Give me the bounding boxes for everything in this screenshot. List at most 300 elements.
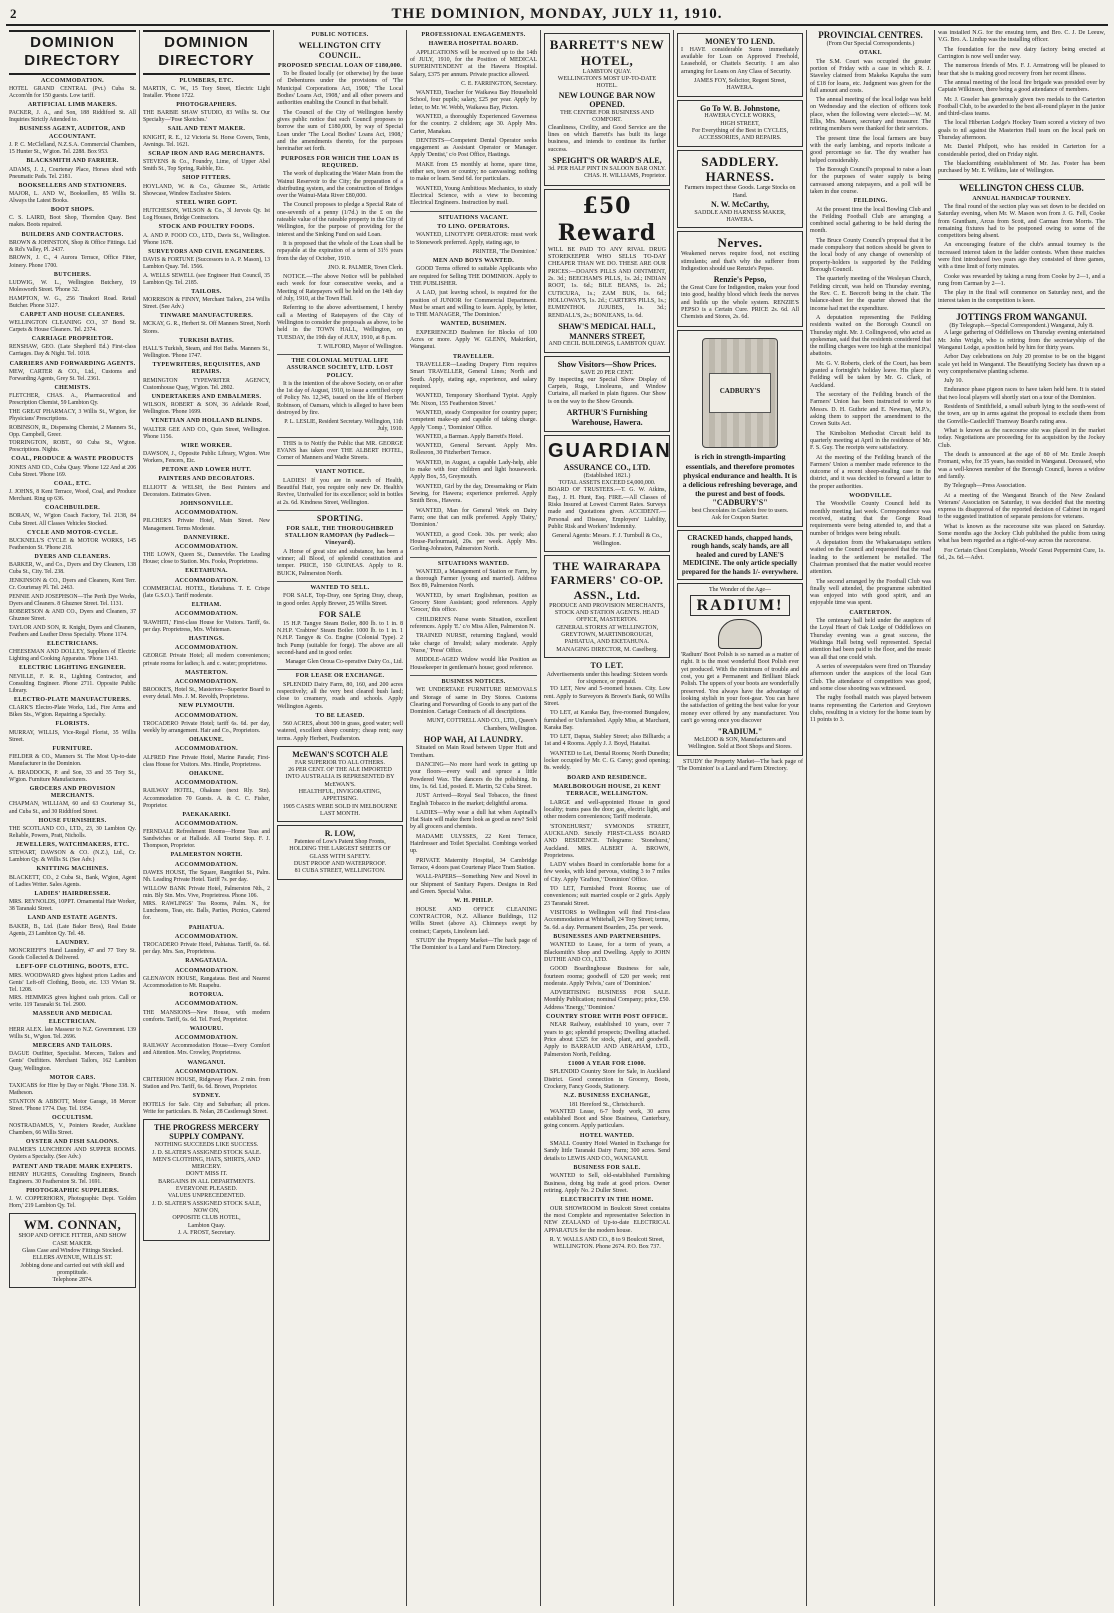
masthead-title: THE DOMINION, MONDAY, JULY 11, 1910. — [391, 6, 723, 22]
article-paragraph: WANTED, a Management of Station or Farm, by a thorough Farmer (young and married). Address Box 89, Palmerston North. — [410, 568, 537, 590]
advert-line: EVERYONE PLEASED. — [175, 1186, 238, 1193]
advert-line: Lambton Quay. — [187, 1222, 226, 1229]
article-paragraph: Cooke was rewarded by taking a rung from Cooke by 2—1, and a rung from Carman by 2—1. — [938, 273, 1105, 288]
directory-entry: BROOKE'S, Hotel St., Masterton—Superior Board to every detail. Mrs. J. M. Revolth, Proprietress. — [143, 687, 270, 701]
directory-heading: MASTERTON. — [185, 669, 228, 676]
notice-paragraph: It is the intention of the above Society, on or after the 1st day of August, 1910, to issue a certified copy of Policy No. 12,345, issued on the life of Herbert Robinson, of Oamaru, which is alleged to have been destroyed by fire. — [277, 380, 403, 417]
cocoa-tin-icon: CADBURY'S — [702, 338, 778, 448]
article-paragraph: GOOD Boardinghouse Business for sale, fourteen rooms; goodwill of £20 per week; rent moderate. Apply 'Pelvis,' care of 'Dominion.' — [544, 966, 670, 987]
section-heading: BUSINESS NOTICES. — [441, 678, 506, 685]
directory-heading: NEW PLYMOUTH. — [178, 703, 235, 710]
directory-heading: CARRIERS AND FORWARDING AGENTS. — [9, 360, 136, 367]
directory-heading: ACCOMMODATION. — [175, 967, 238, 974]
notice-paragraph: LADIES! If you are in search of Health, Beautiful Hair, you require only new Dr. Health's Revive, Unrivalled for its excellence; sold in bottles at 2s. 6d. Kindness Street, Wellington. — [277, 477, 403, 506]
article-paragraph: MAKE from £5 monthly at home, spare time, either sex, town or country; no canvassing; nothing to make or learn. Send 6d. for particulars. — [410, 161, 537, 183]
directory-heading: COAL, ETC. — [53, 480, 92, 487]
directory-heading: BUILDERS AND CONTRACTORS. — [21, 231, 124, 238]
section-heading: JOTTINGS FROM WANGANUI. — [956, 311, 1087, 322]
directory-heading: DYERS AND CLEANERS. — [34, 554, 111, 561]
directory-entry: FIELDER & CO., Manners St. The Most Up-to-date Manufacturer in the Dominion. — [9, 754, 136, 768]
section-subheading: WANTED, BUSHMEN. — [440, 321, 507, 328]
connan-advert — [9, 1213, 136, 1288]
directory-heading: PETONE AND LOWER HUTT. — [161, 467, 252, 474]
article-paragraph: Mr. G. V. Roberts, clerk of the Court, has been granted a fortnight's holiday leave. His place in Feilding will be taken by Mr. G. Clark, of Auckland. — [810, 360, 931, 389]
directory-entry: BLACKETT, CO., 2 Cuba St., Bank, W'gton, Agent of Ladies Writer. Sales Agents. — [9, 874, 136, 888]
notice-heading: FOR SALE — [318, 609, 362, 619]
signature: C. E. FARRINGTON, Secretary. — [461, 80, 537, 87]
directory-heading: COAL, PRODUCE & WASTE PRODUCTS — [11, 456, 134, 463]
notice-paragraph: SPLENDID Dairy Farm, 80, 160, and 200 acres respectively; all the very best cleared bush land; close to creamery, roads and schools. Apply Wellington Agents. — [277, 681, 403, 710]
article-paragraph: WANTED, Man for General Work on Dairy Farm; one that can milk preferred. Apply 'Dairy,' 'Dominion.' — [410, 507, 537, 529]
directory-heading: GROCERS AND PROVISION MERCHANTS. — [29, 785, 116, 800]
directory-entry: HALL'S Turkish, Steam, and Hot Baths. Manners St., Wellington. 'Phone 1747. — [143, 345, 270, 359]
directory-entry: PENNIE AND JOSEPHSON—The Perth Dye Works, Dyers and Cleaners. 8 Ghuznee Street. Tel. 1131. — [9, 593, 136, 607]
article-paragraph: DANCING—No more hard work in getting up your floors—every wall and spruce a little Powdered Wax. The dancers do the polishing. In tins, 1s. 6d. Ltd, posted. E. Martin, 52 Cuba Street. — [410, 761, 537, 790]
notice-paragraph: 560 ACRES, about 300 in grass, good water; well watered, excellent sheep country; cheap rent; easy terms. Apply Herbert, Featherston. — [277, 721, 403, 742]
directory-heading: BLACKSMITH AND FARRIER. — [26, 158, 119, 165]
notice-paragraph: A Horse of great size and substance, has been a winner; all Blood, of splendid constitution and temper. PRICE, 150 GUINEAS. Apply to R. BUICK, Palmerston North. — [277, 548, 403, 577]
directory-heading: BOOT SHOPS. — [50, 207, 95, 214]
notice-subheading: PURPOSES FOR WHICH THE LOAN IS REQUIRED. — [281, 155, 399, 169]
notice-heading: SPORTING. — [316, 514, 364, 523]
directory-entry: CHEESEMAN AND DOLLEY, Suppliers of Electric Lighting and Cooking Apparatus. 'Phone 1143. — [9, 649, 136, 663]
notice-paragraph: EXPERIENCED Bushmen for Blocks of 100 Acres or more. Apply W. GLENN, Makirikiri, Wanganui. — [410, 329, 537, 351]
directory-heading: CYCLE AND MOTOR-CYCLE. — [27, 529, 118, 536]
article-paragraph: WANTED, Temporary Shorthand Typist. Apply 'Mr. Nixon, 155 Featherston Street.' — [410, 393, 537, 407]
directory-heading: ACCOMMODATION. — [175, 780, 238, 787]
directory-entry: MRS. HEMMIGS gives highest cash prices. Call or write. 119 Taranaki St. Tel. 2900. — [9, 995, 136, 1009]
article-paragraph: ADVERTISING BUSINESS FOR SALE. Monthly Publication; nominal Company; price, £50. Address 'Energy,' 'Dominion.' — [544, 990, 670, 1011]
article-paragraph: The Bruce County Council's proposal that it be made compulsory that notices should be given to the local body of any change of ownership of property-holders is supported by the Feilding Borough Council. — [810, 237, 931, 274]
article-paragraph: TO LET, New and 5-roomed houses. City. Low rent. Apply to Surveyors & Brown's Bank, 60 Willis Street. — [544, 686, 670, 707]
directory-heading: STEEL WIRE GOPT. — [175, 199, 238, 206]
saddlery-advert: SADDLERY. HARNESS. Farmers inspect these Goods. Large Stocks on Hand. N. W. McCarthy, SADDLE AND HARNESS MAKER, HAWERA. — [677, 150, 803, 229]
directory-heading: ACCOMMODATION. — [175, 1035, 238, 1042]
directory-heading: ACCOMMODATION. — [175, 1001, 238, 1008]
notice-paragraph: Referring to the above advertisement, I hereby call a Meeting of Ratepayers of the City of Wellington to consider the proposals as above, to be held in the TOWN HALL, Wellington, on TUESDAY, the 19th day of JULY, 1910, at 8 p.m. — [277, 305, 403, 341]
notice-heading: WANTED TO SELL. — [310, 584, 370, 591]
directory-entry: WALTER GEE AND CO., Quin Street, Wellington. 'Phone 1156. — [143, 426, 270, 440]
directory-heading: OHAKUNE. — [189, 770, 224, 777]
directory-heading: PAINTERS AND DECORATORS. — [158, 476, 255, 483]
public-notices-column — [274, 30, 406, 1606]
directory-entry: PILCHER'S Private Hotel, Main Street. New Management. Terms Moderate. — [143, 518, 270, 532]
article-paragraph: Mr. J. Goseler has generously given two medals to the Carterton Football Club, to be awarded to the best all-round player in the junior and third-class teams. — [938, 96, 1105, 118]
directory-heading: LADIES' HAIRDRESSER. — [34, 890, 111, 897]
article-paragraph: A large gathering of Oddfellows on Thursday evening entertained Mr. John Wright, who is retiring from the secretaryship of the Wanganui Lodge, a position held by him for thirty years. — [938, 330, 1105, 351]
directory-entry: MRS. REYNOLDS, 10PPT. Ornamental Hair Worker, 38 Taranaki Street. — [9, 899, 136, 913]
directory-heading: TURKISH BATHS. — [179, 337, 234, 344]
directory-entry: GEORGE Private Hotel; all modern conveniences; private rooms for ladies; h. and c. water; proprietress. — [143, 653, 270, 667]
directory-entry: MCKAY, G. R., Herbert St. Off Manners Street, North Stores. — [143, 321, 270, 335]
directory-entry: MRS. RAWLINGS' Tea Rooms, Palm. N., for Luncheons, Teas, etc. Balls, Parties, Picnics, Catered for. — [143, 901, 270, 922]
directory-heading: TINWARE MANUFACTURERS. — [159, 313, 254, 320]
advert-title: THE PROGRESS MERCERY SUPPLY COMPANY. — [153, 1122, 260, 1142]
section-heading: WELLINGTON CHESS CLUB. — [959, 182, 1084, 193]
directory-entry: JENKINSON & CO., Dyers and Cleaners, Kent Terr. Cr. Courtenay Pl. Tel. 2463. — [9, 577, 136, 592]
notice-heading: TO BE LEASED. — [315, 712, 365, 719]
directory-entry: FLETCHER, CHAS. A., Pharmaceutical and Prescription Chemist, 59 Lambton Qy. — [9, 393, 136, 407]
directory-title: DOMINION DIRECTORY — [9, 30, 136, 75]
advert-line: MEN'S CLOTHING, HATS, SHIRTS, AND MERCERY. — [153, 1156, 260, 1171]
article-paragraph: A series of sweepstakes were fired on Thursday afternoon under the auspices of the local Gun Club. The attendance of competitors was good, and some close shooting was witnessed. — [810, 663, 931, 692]
directory-entry: HAMPTON, W. G., 256 Tinakori Road. Retail Butcher. Phone 3127. — [9, 295, 136, 309]
notice-paragraph: HOUSE AND OFFICE CLEANING CONTRACTOR, N.Z. Alliance Buildings, 112 Willis Street (above A). Chimneys swept by contract; Carpets, Linoleum laid. — [410, 906, 537, 935]
directory-entry: RENSHAW, GEO. (Late Shepherd Ed.) First-class Carriages. Day & Night. Tel. 1018. — [9, 344, 136, 358]
directory-entry: ADAMS, J. J., Courtenay Place, Horses shod with Pneumatic Pads. Tel. 2181. — [9, 166, 136, 180]
signature: JNO. R. PALMER, Town Clerk. — [328, 264, 403, 271]
directory-entry: DAGUE Outfitter, Specialist. Mercers, Tailors and Gents' Outfitters. Merchant Tailors, 162 Lambton Quay, Wellington. — [9, 1051, 136, 1072]
article-paragraph: TRAINED NURSE, returning England, would take charge of Invalid; salary moderate. Apply 'Nurse,' 'Press' Office. — [410, 633, 537, 654]
section-heading: SITUATIONS VACANT. — [438, 214, 509, 221]
notice-paragraph: To be floated locally (or otherwise) by the issue of Debentures under the provisions of 'The Municipal Corporations Act, 1908,' 'The Local Bodies' Loans Act, 1908,' and all other powers and authorities enabling the Council in that behalf. — [277, 71, 403, 107]
cadburys-advert: CADBURY'S is rich in strength-imparting essentials, and therefore promotes physical endurance and health. It is a delicious refreshing beverage, and the purest and best of foods. "CADBURY'S" best Chocolates in Caskets free to users. Ask for Coupon Starter. — [677, 330, 803, 526]
advert-line: BARGAINS IN ALL DEPARTMENTS. — [158, 1178, 255, 1185]
directory-entry: HOTEL GRAND CENTRAL (Pvt.) Cuba St. Accom'dn for 150 guests. Low tariff. — [9, 85, 136, 99]
notice-paragraph: NOTICE.—The above Notice will be published each week for four consecutive weeks, and a Meeting of Ratepayers will be held on the 14th day of July, 1910, at the Town Hall. — [277, 274, 403, 302]
directory-entry: BAKER, B., Ltd. (Late Baker Bros), Real Estate Agents, 23 Lambton Qy. Tel. 48. — [9, 923, 136, 937]
notice-paragraph: STUDY the Property Market—The back page of 'The Dominion' is a Land and Farm Directory. — [410, 937, 537, 952]
directory-entry: MURRAY, WILLIS, Vice-Regal Florist, 35 Willis Street. — [9, 729, 136, 743]
section-heading: SITUATIONS WANTED. — [437, 560, 510, 567]
article-paragraph: For Certain Chest Complaints, Woods' Great Peppermint Cure, 1s. 6d., 2s. 6d.—Advt. — [938, 547, 1105, 561]
section-subheading: TRAVELLER. — [452, 353, 495, 360]
directory-heading: HOUSE FURNISHERS. — [38, 817, 107, 824]
directory-entry: HOTELS for Sale. City and Suburban; all prices. Write for particulars. B. Nolan, 28 Castlereagh Street. — [143, 1101, 270, 1115]
progress-mercery-advert — [143, 1119, 270, 1242]
directory-entry: 'RAWHITI,' First-class House for Visitors. Tariff, 6s. per day. Proprietress, Mrs. Whiteman. — [143, 619, 270, 633]
article-paragraph: The present time the local farmers are busy with the early lambing, and reports indicate a good percentage so far. The dry weather has helped considerably. — [810, 135, 931, 164]
directory-entry: RAILWAY HOTEL, Ohakune (next Rly. Stn). Accommodation 70 Guests. A. & C. C. Fisher, Proprietor. — [143, 788, 270, 809]
directory-heading: DANNEVIRKE. — [183, 534, 230, 541]
directory-heading: PHOTOGRAPHERS. — [176, 102, 237, 109]
article-paragraph: Residents of Smithfield, a small suburb lying to the south-west of the town, are up in arms against the proposal to exclude them from the Gonville-Castlecliff Tramway Board's rating area. — [938, 404, 1105, 425]
article-paragraph: The annual meeting of the local lodge was held on Wednesday and the election of officers took place, when the following were elected:—W. M. Ellis, Mrs. Mason, secretary and treasurer. The retiring members were thanked for their services. — [810, 97, 931, 133]
directory-entry: WILSON, ROBERT & SON, 36 Adelaide Road, Wellington. 'Phone 1699. — [143, 402, 270, 416]
article-paragraph: The Borough Council's proposal to raise a loan for the purposes of water supply is being canvassed among ratepayers, and a poll will be taken in due course. — [810, 166, 931, 195]
article-paragraph: The blacksmithing establishment of Mr. Jas. Foster has been purchased by Mr. E. Wilkins, late of Wellington. — [938, 161, 1105, 175]
town-heading: CARTERTON. — [849, 609, 892, 616]
section-subheading: BUSINESS FOR SALE. — [573, 1165, 641, 1172]
directory-heading: FURNITURE. — [52, 745, 93, 752]
section-subheading: ELECTRICITY IN THE HOME. — [560, 1197, 654, 1204]
notice-paragraph: The Council of the City of Wellington hereby gives public notice that such Council proposes to borrow the sum of £180,000, by way of Special Loan under 'The Local Bodies' Loans Act, 1908,' and the amendments thereto, for the purposes hereinafter set forth. — [277, 109, 403, 153]
article-paragraph: WANTED, General Servant. Apply Mrs. Rollesron, 30 Fitzherbert Terrace. — [410, 443, 537, 457]
directory-entry: MAJOR, L. AND W., Booksellers, 85 Willis St. Always the Latest Books. — [9, 190, 136, 205]
directory-entry: TROCADERO Private Hotel; tariff 6s. 6d. per day, weekly by arrangement. Hair and Co., Proprietors. — [143, 720, 270, 735]
directory-entry: NOSTRADAMUS, V., Pointers Reader, Aucklane Chambers, 66 Willis Street. — [9, 1122, 136, 1137]
article-paragraph: The second arranged by the Football Club was finally well attended, the programme submitted was enjoyed into with good spirit, and an enjoyable time was spent. — [810, 578, 931, 607]
mcewans-ale-advert: McEWAN'S SCOTCH ALE FAR SUPERIOR TO ALL OTHERS. 26 PER CENT. OF THE ALE IMPORTED INTO AUSTRALIA IS REPRESENTED BY McEWAN'S. HEALTHFUL, INVIGORATING, APPETISING. 1905 CASES WERE SOLD IN MELBOURNE LAST MONTH. — [277, 746, 403, 822]
directory-heading: JEWELLERS, WATCHMAKERS, ETC. — [15, 842, 130, 849]
directory-entry: WELLINGTON CLEANING CO., 37 Bond St. Carpets & House Cleaners. Tel. 2374. — [9, 319, 136, 334]
notice-paragraph: WANTED, LINOTYPE OPERATOR: must work to Stonework preferred. Apply, stating age, to — [410, 232, 537, 246]
directory-entry: FERNDALE Refreshment Rooms—Home Teas and Sandwiches or at Hallside. All Tourist Stop. F. J. Thompson, Proprietor. — [143, 829, 270, 850]
directory-heading: LEFT-OFF CLOTHING, BOOTS, ETC. — [16, 964, 129, 971]
advert-line: ELLERS AVENUE, WILLIS ST. — [32, 1255, 113, 1262]
signature: Manager Glen Oroua Co-operative Dairy Co., Ltd. — [285, 659, 403, 666]
article-paragraph: WANTED to Lease, for a term of years, a Blacksmith's Shop and Dwelling. Apply to JOHN DUTHIE AND CO., LTD. — [544, 942, 670, 963]
directory-entry: TROCADERO Private Hotel, Pahiatua. Tariff, 6s. 6d. per day. Mrs. Sax, Proprietress. — [143, 942, 270, 956]
article-paragraph: What is known as the racecourse site was placed on Saturday. Some months ago the Jockey Club published the public from using what has been regarded as a right-of-way across the racecourse. — [938, 523, 1105, 545]
notice-paragraph: A LAD, just leaving school, is required for the position of JUNIOR for Commercial Department. Must be smart and willing to learn. Apply, by letter, to THE MANAGER, 'The Dominion.' — [410, 290, 537, 319]
notice-heading: FOR LEASE OR EXCHANGE. — [295, 673, 385, 680]
article-paragraph: The local Hiberian Lodge's Hockey Team scored a victory of two goals to nil against the Masterton Hall team on the local park on Thursday afternoon. — [938, 120, 1105, 142]
signature: P. L. LESLIE, Resident Secretary. Wellington, 11th July, 1910. — [284, 419, 403, 433]
notice-heading: VIANT NOTICE. — [315, 469, 365, 476]
directory-entry: J. JOHNS, 8 Kent Terrace, Wood, Coal, and Produce Merchant. Ring up 636. — [9, 489, 136, 503]
directory-heading: SURVEYORS AND CIVIL ENGINEERS. — [148, 248, 265, 255]
wairarapa-farmers-advert: THE WAIRARAPA FARMERS' CO-OP. ASSN., Ltd. PRODUCE AND PROVISION MERCHANTS, STOCK AND STATION AGENTS. HEAD OFFICE, MASTERTON. GENERAL STORES AT WELLINGTON, GREYTOWN, MARTINBOROUGH, PAHIATUA, AND EKETAHUNA. MANAGING DIRECTOR, M. Caselberg. — [544, 555, 670, 658]
directory-entry: BARKER, W., and Co., Dyers and Dry Cleaners, 138 Cuba St., City. Tel. 238. — [9, 562, 136, 576]
advert-line: J. D. SLATER'S ASSIGNED STOCK SALE, NOW ON, — [152, 1200, 261, 1215]
directory-heading: ACCOMMODATION. — [41, 77, 104, 84]
page-number: 2 — [10, 6, 17, 21]
directory-entry: COMMERCIAL HOTEL, Eketahuna. T. E. Crispe (late G.S.O.). Tariff moderate. — [143, 585, 270, 600]
notice-paragraph: GOOD Terms offered to suitable Applicants who are required for Selling THE DOMINION. Apply to THE PUBLISHER. — [410, 266, 537, 287]
directory-heading: SYDNEY. — [192, 1093, 221, 1100]
notice-heading: THE COLONIAL MUTUAL LIFE ASSURANCE SOCIETY, LTD. LOST POLICY. — [286, 357, 394, 379]
directory-entry: THE GREAT PHARMACY, 3 Willis St., W'gton, for Physicians' Prescriptions. — [9, 408, 136, 422]
directory-heading: ARTIFICIAL LIMB MAKERS. — [27, 102, 118, 109]
directory-entry: PALMER'S LUNCHEON AND SUPPER ROOMS. Oysters a Specialty. (See Adv.) — [9, 1147, 136, 1161]
directory-heading: PAHIATUA. — [188, 924, 225, 931]
directory-heading: SAIL AND TENT MAKER. — [167, 126, 246, 133]
advert-line: Glass Case and Window Fittings Stocked. — [22, 1247, 123, 1254]
directory-heading: OYSTER AND FISH SALOONS. — [25, 1139, 120, 1146]
directory-entry: ROBINSON, R., Dispensing Chemist, 2 Manners St., Opp. Campbell, Greer. — [9, 424, 136, 438]
directory-heading: ROTORUA. — [189, 992, 224, 999]
article-paragraph: Mr. Daniel Philpott, who has resided in Carterton for a considerable period, died on Friday night. — [938, 144, 1105, 158]
article-paragraph: WANTED, a thoroughly Experienced Governess for the country. 2 children; age 30. Apply Mrs. Carter, Manakau. — [410, 113, 537, 135]
article-paragraph: By Telegraph—Press Association. — [944, 483, 1026, 490]
directory-entry: MONCRIEFF'S Hand Laundry, 47 and 77 Tory St. Goods Collected & Delivered. — [9, 948, 136, 962]
directory-entry: A. AND P. FOOD CO., LTD., Davis St., Wellington. 'Phone 1678. — [143, 232, 270, 246]
provincial-centres-column: PROVINCIAL CENTRES. (From Our Special Correspondents.) OTAKI. The S.M. Court was occupied the greater portion of Friday with a case in which R. J. Staveley claimed from Makeka Kapuha the sum of £18 for loans, etc. Judgment was given for the full amount and costs. The annual meeting of the local lodge was held on Wednesday and the election of officers took place, when the following were elected:—W. M. Ellis, Mrs. Mason, secretary and treasurer. The retiring members were thanked for their services. The present time the local farmers are busy with the early lambing, and reports indicate a good percentage so far. The dry weather has helped considerably. The Borough Council's proposal to raise a loan for the purposes of water supply is being canvassed among ratepayers, and a poll will be taken in due course. FEILDING. At the present time the local Bowling Club and the Feilding Football Club are arranging a combined social gathering to be held during the month. The Bruce County Council's proposal that it be made compulsory that notices should be given to the local body of any change of ownership of property-holders is supported by the Feilding Borough Council. The quarterly meeting of the Wesleyan Church, Feilding circuit, was held on Thursday evening, the Rev. C. E. Beecroft being in the chair. The balance-sheet for the quarter showed that the income had met the expenditure. A deputation representing the Feilding residents waited on the Borough Council on Thursday night. Mr. J. Collingwood, who acted as spokesman, said that the residents considered that the milling charges were too high at the municipal abattoirs. Mr. G. V. Roberts, clerk of the Court, has been granted a fortnight's holiday leave. His place in Feilding will be taken by Mr. G. Clark, of Auckland. The secretary of the Feilding branch of the Farmers' Union has been instructed to write to Messrs. D. H. Guthrie and E. Newman, M.P.'s, asking them to support the amendment to the Crown Suits Act. The Kimbolton Methodist Circuit held its quarterly meeting at April in the residence of Mr. F. S. Guy. The receipts were satisfactory. At the meeting of the Feilding branch of the Farmers' Union a member made reference to the outcome of a recent sheep-stealing case in the district, and it was decided to forward a letter to the proper authorities. WOODVILLE. The Woodville County Council held its monthly meeting last week. Correspondence was received, stating that the Gorge Road requirements were being attended to, and that a number of bridges were being rebuilt. A deputation from the Whakaruatapu settlers waited on the Council and requested that the road leading to the settlement be metalled. The Chairman promised that the matter would receive attention. The second arranged by the Football Club was finally well attended, the programme submitted was enjoyed into with good spirit, and an enjoyable time was spent. CARTERTON. The centenary ball held under the auspices of the Loyal Heart of Oak Lodge of Oddfellows on Thursday evening was a great success, the Waihinga Hall being well represented. Special attention had been paid to the floor, and the music was all that one could wish. A series of sweepstakes were fired on Thursday afternoon under the auspices of the local Gun Club. The attendance of competitors was good, and some close shooting was witnessed. The rugby football match was played between teams representing the Carterton and Greytown clubs, resulting in a victory for the home team by 11 points to 3. — [810, 30, 931, 724]
section-subheading: HOTEL WANTED. — [579, 1132, 635, 1139]
directory-heading: SHOP FITTERS. — [182, 175, 231, 182]
directory-heading: ACCOMMODATION. — [175, 712, 238, 719]
article-paragraph: The rugby football match was played between teams representing the Carterton and Greytown clubs, resulting in a victory for the home team by 11 points to 3. — [810, 695, 931, 724]
section-heading: BOARD AND RESIDENCE. — [567, 774, 647, 781]
section-heading: TO LET. — [590, 660, 624, 670]
article-paragraph: A deputation from the Whakaruatapu settlers waited on the Council and requested that the road leading to the settlement be metalled. The Chairman promised that the matter would receive attention. — [810, 539, 931, 576]
notice-paragraph: THIS is to Notify the Public that MR. GEORGE EVANS has taken over THE ALBERT HOTEL, Corner of Manners and Wadie Streets. — [277, 440, 403, 462]
town-heading: OTAKI. — [859, 50, 882, 57]
article-paragraph: At the present time the local Bowling Club and the Feilding Football Club are arranging a combined social gathering to be held during the month. — [810, 206, 931, 235]
directory-entry: TORRINGTON, ROBT., 60 Cuba St., W'gton. Prescriptions. Nights. — [9, 440, 136, 454]
directory-entry: A. BRADDOCK, P. and Son, 33 and 35 Tory St., W'gton. Furniture Manufacturers. — [9, 769, 136, 783]
directory-heading: FLORISTS. — [55, 721, 90, 728]
directory-heading: BUTCHERS. — [53, 271, 92, 278]
section-heading: PROFESSIONAL ENGAGEMENTS. — [421, 32, 526, 38]
directory-entry: MORRISON & FINNY, Merchant Tailors, 214 Willis Street. (See Adv.) — [143, 297, 270, 311]
directory-heading: LAUNDRY. — [55, 939, 90, 946]
signature: T. WILFORD, Mayor of Wellington. — [317, 343, 403, 350]
advert-line: DON'T MISS IT. — [185, 1171, 228, 1178]
directory-entry: BUCKNELL'S CYCLE & MOTOR WORKS, 145 Featherston St. 'Phone 218. — [9, 537, 136, 551]
directory-heading: PALMERSTON NORTH. — [170, 852, 243, 859]
section-heading: PUBLIC NOTICES. — [311, 32, 369, 38]
directory-heading: TAILORS. — [191, 288, 222, 295]
directory-entry: CHAPMAN, WILLIAM, 60 and 63 Courtenay St., and Cuba St., and 30 Riddiford Street. — [9, 801, 136, 815]
directory-heading: COACHBUILDER. — [44, 505, 101, 512]
advert-name: WM. CONNAN, — [23, 1217, 122, 1233]
article-paragraph: The play in the final will commence on Saturday next, and the interest taken in the competition is keen. — [938, 290, 1105, 304]
directory-heading: JOHNSONVILLE. — [179, 500, 234, 507]
directory-entry: HENRY HUGHES, Consulting Engineers, Branch Engineers. 30 Featherston St. Tel. 1691. — [9, 1171, 136, 1185]
article-paragraph: VISITORS to Wellington will find First-class Accommodation at Whitehall, 24 Tory Street; terms, 5s. 6d. a day. Permanent Boarders, 25s. per week. — [544, 910, 670, 931]
notice-paragraph: The Council proposes to pledge a Special Rate of one-seventh of a penny (1/7d.) in the £ on the rateable value of the rateable property in the City of Wellington, for the purpose of providing for the interest and the Sinking Fund on said Loan. — [277, 202, 403, 238]
article-paragraph: At a meeting of the Wanganui Branch of the New Zealand Veterans' Association on Saturday, it was decided that the meeting express its disapproval of the reported decision of Cabinet in regard to the suggested institution of separate pensions for veterans. — [938, 492, 1105, 521]
directory-heading: MERCERS AND TAILORS. — [32, 1043, 113, 1050]
notice-paragraph: APPLICATIONS will be received up to the 14th of JULY, 1910, for the Position of MEDICAL SUPERINTENDENT at the Hawera Hospital. Salary, £375 per annum. Private practice allowed. — [410, 49, 537, 78]
article-paragraph: MADAME ULYSSES, 22 Kent Terrace, Hairdresser and Toilet Specialist. Combings worked up. — [410, 833, 537, 855]
article-paragraph: PRIVATE Maternity Hospital, 34 Cambridge Terrace, 4 doors past Courtenay Place Tram Station. — [410, 857, 537, 871]
directory-entry: WILLOW BANK Private Hotel, Palmerston Nth., 2 min. Bly Stn. Mrs. Vive, Proprietress. Phone 106. — [143, 885, 270, 899]
article-paragraph: An encouraging feature of the club's annual tourney is the increased interest taken in the ladder contests. When these matches were first introduced two years ago they consisted of three games, with a time limit of forty minutes. — [938, 242, 1105, 271]
article-paragraph: TO LET, at Karaka Bay, five-roomed Bungalow, furnished or Unfurnished. Apply Miss, at Marchant, Karaka Bay. — [544, 710, 670, 731]
directory-heading: ACCOMMODATION. — [175, 577, 238, 584]
directory-entry: LUDWIG, W. L., Wellington Butchery, 19 Molesworth Street. 'Phone 32. — [9, 279, 136, 293]
directory-sections — [9, 78, 136, 1211]
section-subheading: W. H. PHILP. — [454, 898, 493, 905]
article-paragraph: WANTED, a good Cook. 30s. per week; also House-Parlourmaid, 20s. per week. Apply Mrs. Gorling-Johnston, Palmerston North. — [410, 531, 537, 553]
directory-heading: ACCOMMODATION. — [175, 746, 238, 753]
article-paragraph: LADIES—Why wear a dull hat when Aspinall's Hat Stain will make them look as good as new? Sold by all grocers and chemists. — [410, 809, 537, 831]
directory-heading: BUSINESS AGENT, AUDITOR, AND ACCOUNTANT. — [19, 126, 126, 140]
advert-line: Telephone 2874. — [52, 1277, 93, 1284]
advert-line: SHOP AND OFFICE FITTER, AND SHOW CASE MAKER. — [18, 1233, 127, 1247]
directory-heading: ACCOMMODATION. — [175, 543, 238, 550]
directory-entry: BROWN, J. C., 4 Aurora Terrace, Office Fitter, Joinery. Phone 1700. — [9, 255, 136, 269]
notice-paragraph: WE UNDERTAKE FURNITURE REMOVALS and Storage of same in Dry Stores. Customs Clearing and Forwarding of Goods to any part of the Dominion. Cartage Contracts of all descriptions. — [410, 687, 537, 716]
directory-entry: ELLIOTT & WELSH, the Best Painters and Decorators. Estimates Given. — [143, 484, 270, 498]
directory-entry: TAYLOR AND SON, R. Knight, Dyers and Cleaners, Feathers and Leather Dress Specialty. 'Phone 1174. — [9, 624, 136, 638]
article-paragraph: CHILDREN'S Nurse wants Situation, excellent references. Apply 'E.' c/o Miss Allen, Palmerston N. — [410, 616, 537, 630]
article-paragraph: What is known as the racecourse site was placed in the market today. Negotiations are proceeding for its acquisition by the Jockey Club. — [938, 428, 1105, 449]
directory-heading: ACCOMMODATION. — [175, 933, 238, 940]
advert-line: J. A. FROST, Secretary. — [177, 1229, 236, 1236]
directory-entry: NEVILLE, F. R. R., Lighting Contractor, and Consulting Engineer. Phone 2711. Opposite Public Library. — [9, 673, 136, 694]
directory-heading: HASTINGS. — [188, 635, 225, 642]
show-visitors-advert: Show Visitors—Show Prices. SAVE 20 PER CENT. By inspecting our Special Show Display of Carpets, Rugs, Linoleums, and Window Curtains, all marked in plain figures. Our Show is on the way to the Show Grounds. ARTHUR'S Furnishing Warehouse, Hawera. — [544, 356, 670, 432]
directory-heading: ACCOMMODATION. — [175, 611, 238, 618]
article-paragraph: The final round of the section play was set down to be decided on Saturday evening, when Mr. W. Mason won from J. G. Fell, Cooke from Grantham, Arcus from Scott, and Carman from Morris. The remaining fixtures had to be postponed owing to some of the competitors being absent. — [938, 203, 1105, 240]
directory-heading: STOCK AND POULTRY FOODS. — [158, 224, 255, 231]
article-paragraph: TO LET, Furnished Front Rooms; use of conveniences; suit married couple or 2 girls. Apply 23 Taranaki Street. — [544, 886, 670, 907]
directory-entry: GLENAVON HOUSE, Rangataua. Best and Nearest Accommodation to Mt. Ruapehu. — [143, 975, 270, 989]
directory-heading: PHOTOGRAPHIC SUPPLIERS. — [26, 1187, 119, 1194]
council-heading: WELLINGTON CITY COUNCIL. — [298, 41, 382, 61]
johnstone-cycle-advert: Go To W. B. Johnstone, HAWERA CYCLE WORKS, HIGH STREET, For Everything of the Best in CYCLES, ACCESSORIES, AND REPAIRS. — [677, 100, 803, 147]
barretts-hotel-advert: BARRETT'S NEW HOTEL, LAMBTON QUAY. WELLINGTON'S MOST UP-TO-DATE HOTEL. NEW LOUNGE BAR NOW OPENED. THE CENTRE FOR BUSINESS AND COMFORT. Cleanliness, Civility, and Good Service are the lines on which Barrett's has built its large business, and intends to continue its further success. SPEIGHT'S OR WARD'S ALE, 3d. PER HALF PINT IN SALOON BAR ONLY. CHAS. H. WILLIAMS, Proprietor. — [544, 33, 670, 186]
article-paragraph: The centenary ball held under the auspices of the Loyal Heart of Oak Lodge of Oddfellows on Thursday evening was a great success, the Waihinga Hall being well represented. Special attention had been paid to the floor, and the music was all that one could wish. — [810, 618, 931, 661]
article-paragraph: The death is announced at the age of 80 of Mr. Emile Joseph Fromant, who, for 35 years, has resided in Wanganui. Deceased, who was a well-known member of the Borough Council, leaves a widow and family. — [938, 451, 1105, 480]
directory-entry: BORAN, W., W'gton Coach Factory, Tel. 2138, 84 Cuba Street. All Classes Vehicles Stocked. — [9, 513, 136, 527]
article-paragraph: WANTED, in August, a capable Lady-help, able to make with four children and light housework. Apply Box, 55, Greymouth. — [410, 459, 537, 481]
notice-paragraph: 15 H.P. Tangye Steam Boiler, 800 lb. to 1 in. 8 N.H.P. 'Crabtree' Steam Boiler. 1000 lb. to 1 in. 1 N.H.P. Tangye & Co. Engine (Colonial Type). 2 Inch Pump (suitable for forge). The above are all second-hand and in good order. — [277, 620, 403, 656]
signature: PRINTER, 'The Dominion.' — [472, 248, 537, 255]
directory-entry: HERR ALEX. late Masseur to N.Z. Government. 139 Willis St., W'gton. Tel. 2696. — [9, 1026, 136, 1041]
directory-heading: ACCOMMODATION. — [175, 861, 238, 868]
directory-entry: REMINGTON TYPEWRITER AGENCY, Customhouse Quay, W'gton. Tel. 2802. — [143, 377, 270, 391]
reward-advert: £50 Reward WILL BE PAID TO ANY RIVAL DRUG STOREKEEPER WHO SELLS TO-DAY CHEAPER THAN WE DO. THESE ARE OUR PRICES:—DOAN'S PILLS AND OINTMENT, 2s. 3d.; BEECHAM'S PILLS, 1s. 2d.; INDIAN ROOT, 1s. 6d.; BILE BEANS, 1s. 2d.; CUTICURA, 1s.; ZAM BUK, 1s. 6d.; HOLLOWAY'S, 1s. 2d.; CARTER'S PILLS, 1s.; EUMENTHOL JUJUBES, 1s. 3d.; RENDALL'S, 2s.; BONJEANS, 1s. 6d. SHAW'S MEDICAL HALL, MANNERS STREET, AND CECIL BUILDINGS, LAMBTON QUAY. — [544, 189, 670, 353]
notice-heading: FOR SALE, THE THOROUGHBRED STALLION RAMOPAN (by Padlock—Vineyard). — [285, 525, 395, 547]
directory-entry: THE MANSIONS—New House, with modern comforts. Tariff, 6s. 6d. Tel. Ford, Proprietor. — [143, 1009, 270, 1023]
directory-entry: HUTCHESON, WILSON & Co., 3l Jervois Qy. Ist Log Houses, Bridge Contractors. — [143, 208, 270, 222]
directory-heading: LAND AND ESTATE AGENTS. — [27, 915, 118, 922]
article-paragraph: WANTED to Let, Dental Rooms; North Dunedin; locker occupied by Mr. C. G. Carey; good opening; 8s. weekly. — [544, 750, 670, 772]
adverts-column-2: MONEY TO LEND. I HAVE considerable Sums immediately available for Loan on Approved Freehold, Leasehold, or Chattels Security. I am also arranging for Loans on Any Class of Security. JAMES FOY, Solicitor, Regent Street, HAWERA. Go To W. B. Johnstone, HAWERA CYCLE WORKS, HIGH STREET, For Everything of the Best in CYCLES, ACCESSORIES, AND REPAIRS. SADDLERY. HARNESS. Farmers inspect these Goods. Large Stocks on Hand. N. W. McCarthy, SADDLE AND HARNESS MAKER, HAWERA. Nerves. Weakened nerves require food, not exciting stimulants; and that's why the sufferer from Indigestion should use Renzie's Pepso. Renzie's Pepso, the Great Cure for Indigestion, makes your food into good, healthy blood which feeds the nerves and builds up the whole system. RENZIE'S PEPSO is a Certain Cure. PRICE 2s. 6d. All Chemists and Stores, 2s. 6d. CADBURY'S is rich in strength-imparting essentials, and therefore promotes physical endurance and health. It is a delicious refreshing beverage, and the purest and best of foods. "CADBURY'S" best Chocolates in Caskets free to users. Ask for Coupon Starter. CRACKED hands, chapped hands, rough hands, scaly hands, are all healed and cured by LANE'S MEDICINE. The only article specially prepared for the hands 1/- everywhere. The Wonder of the Age— RADIUM! 'Radium' Boot Polish is so named as a matter of right. It is the most wonderful Boot Polish ever yet produced. With the minimum of trouble and cost, you get a Permanent and Brilliant Black Polish. The uppers of your boots are wonderfully preserved. You always have the advantage of looking stylish in your foot-gear. You can have the satisfaction of getting the best value for your money ever offered by any manufacturer. You can't go wrong once you discover "RADIUM." McLEOD & SON, Manufacturers and Wellington. Sold at Boot Shops and Stores. STUDY the Property Market—The back page of 'The Dominion' is a Land and Farm Directory. — [674, 30, 806, 1606]
directory-heading: ACCOMMODATION. — [175, 820, 238, 827]
article-paragraph: The quarterly meeting of the Wesleyan Church, Feilding circuit, was held on Thursday evening, the Rev. C. E. Beecroft being in the chair. The balance-sheet for the quarter showed that the income had met the expenditure. — [810, 276, 931, 312]
article-paragraph: The Woodville County Council held its monthly meeting last week. Correspondence was received, stating that the Gorge Road requirements were being attended to, and that a number of bridges were being rebuilt. — [810, 501, 931, 537]
directory-entry: BROWN & JOHNSTON, Shop & Office Fittings. Lid & Rd's Valley, Pl. 2437. — [9, 239, 136, 253]
article-paragraph: Endurance phase pigeon races to have taken held here. It is stated that two local players will shortly start on a tour of the Dominion. — [938, 387, 1105, 401]
directory-heading: OHAKUNE. — [189, 737, 224, 744]
section-subheading: HOP WAH, AI LAUNDRY. — [423, 734, 524, 744]
article-paragraph: MIDDLE-AGED Widow would like Position as Housekeeper in gentleman's house; good reference. — [410, 657, 537, 671]
notice-paragraph: The work of duplicating the Water Main from the Wainui Reservoir to the City; the preparation of a distributing system, and the construction of Bridges over the Wainui-Mata River £80,000. — [277, 171, 403, 200]
section-subheading: TO LINO. OPERATORS. — [437, 223, 510, 230]
notice-paragraph: FOR SALE, Top-Dray, one Spring Dray, cheap, in good order. Apply Brewer, 25 Willis Street. — [277, 593, 403, 607]
directory-entry: RAILWAY Accommodation House—Every Comfort and Attention. Mrs. Crowley, Proprietress. — [143, 1043, 270, 1057]
article-paragraph: WANTED, steady Compositor for country paper; competent make-up and capable of taking charge. Apply 'Comp.', 'Dominion' Office. — [410, 409, 537, 431]
guardian-assurance-advert: GUARDIAN ASSURANCE CO., LTD. (Established 1821.) TOTAL ASSETS EXCEED £4,000,000. BOARD OF TRUSTEES.—T. G. W. Atkins, Esq., J. H. Hunt, Esq. FIRE.—All Classes of Risks Insured at Lowest Current Rates. Surveys made and Quotations given. ACCIDENT.—Personal and Disease, Employers' Liability, Public Risk and Workers' Indemnity. General Agents: Messrs. F. J. Turnbull & Co., Wellington. — [544, 435, 670, 552]
section-subheading: HAWERA HOSPITAL BOARD. — [428, 41, 519, 48]
directory-heading: WIRE WORKER. — [180, 442, 233, 449]
masthead — [6, 4, 1108, 26]
article-paragraph: July 10. — [944, 378, 964, 385]
directory-heading: ACCOMMODATION. — [175, 510, 238, 517]
directory-column-2 — [140, 30, 273, 1606]
article-paragraph: The S.M. Court was occupied the greater portion of Friday with a case in which R. J. Staveley claimed from Makeka Kapuha the sum of £18 for loans, etc. Judgment was given for the full amount and costs. — [810, 58, 931, 94]
notice-paragraph: Situated on Main Road between Upper Hutt and Trentham. — [410, 745, 537, 759]
directory-heading: WAIOURU. — [189, 1025, 224, 1032]
directory-heading: MOTOR CARS. — [49, 1074, 96, 1081]
article-paragraph: At the meeting of the Feilding branch of the Farmers' Union a member made reference to the outcome of a recent sheep-stealing case in the district, and it was decided to forward a letter to the proper authorities. — [810, 454, 931, 490]
article-paragraph: The foundation for the new dairy factory being erected at Carrington is now well under way. — [938, 46, 1105, 60]
directory-entry: C. S. LAIRD, Boot Shop, Thorndon Quay. Best makes. Boots repaired. — [9, 215, 136, 229]
article-paragraph: The Kimbolton Methodist Circuit held its quarterly meeting at April in the residence of Mr. F. S. Guy. The receipts were satisfactory. — [810, 430, 931, 452]
article-paragraph: DENTISTS—Competent Dental Operator seeks engagement as Assistant Operator or Manager. Apply 'Dentist,' c/o Post Office, Hastings. — [410, 137, 537, 159]
directory-heading: KNITTING MACHINES. — [36, 866, 109, 873]
directory-entry: J. P. C. McClelland, N.Z.S.A. Commercial Chambers, 15 Hunter St., W'gton. Tel. 2288. Box 953. — [9, 142, 136, 156]
directory-entry: MEW, CARTER & CO., Ltd., Customs and Forwarding Agents, Grey St. Tel. 2361. — [9, 368, 136, 382]
directory-heading: PLUMBERS, ETC. — [179, 77, 234, 84]
directory-heading: ACCOMMODATION. — [175, 645, 238, 652]
town-heading: FEILDING. — [853, 198, 888, 205]
directory-entry: ROBERTSON & AND CO., Dyers and Cleaners, 37 Ghuznee Street. — [9, 609, 136, 623]
directory-entry: DAWSON, J., Opposite Public Library, W'gton. Wire Workers, Fencers, Etc. — [143, 450, 270, 465]
directory-heading: OCCULTISM. — [52, 1114, 93, 1121]
section-subheading: COUNTRY STORE WITH POST OFFICE. — [545, 1014, 669, 1021]
section-subheading: MEN AND BOYS WANTED. — [432, 257, 515, 264]
signature: MUNT, COTTRELL AND CO., LTD., Queen's Chambers, Wellington. — [427, 718, 537, 732]
advert-line: VALUES UNPRECEDENTED. — [167, 1193, 246, 1200]
article-paragraph: The secretary of the Feilding branch of the Farmers' Union has been instructed to write to Messrs. D. H. Guthrie and E. Newman, M.P.'s, asking them to support the amendment to the Crown Suits Act. — [810, 392, 931, 428]
directory-entry: PACKER, J. A., and Son, 188 Riddiford St. All Inquiries Strictly Attended to. — [9, 110, 136, 124]
directory-heading: MASSEUR AND MEDICAL ELECTRICIAN. — [32, 1011, 113, 1025]
directory-entry: CLARK'S Electro-Plate Works, Ltd., Fire Arms and Bikes Sts., W'gton. Repairing a Specialty. — [9, 705, 136, 719]
article-paragraph: LADY wishes Board in comfortable home for a few weeks, with kind pervous, visiting 3 to 7 miles of City. Apply 'Grafton,' 'Dominion' Office. — [544, 862, 670, 883]
directory-entry: DAWES HOUSE, The Square, Rangitikei St., Palm. Nh. Leading Private Hotel. Tariff 7s. per day. — [143, 870, 270, 884]
article-paragraph: TO LET, Dapua, Stabley Street; also Billiards; a 1st and 4 Rooms. Apply J. J. Boyd, Hataitai. — [544, 734, 670, 748]
engagements-column — [407, 30, 540, 1606]
directory-heading: ELTHAM. — [191, 602, 222, 609]
directory-entry: THE LOWN, Queen St., Dannevirke. The Leading House; close to Station. Mrs. Fooks, Proprietress. — [143, 552, 270, 566]
